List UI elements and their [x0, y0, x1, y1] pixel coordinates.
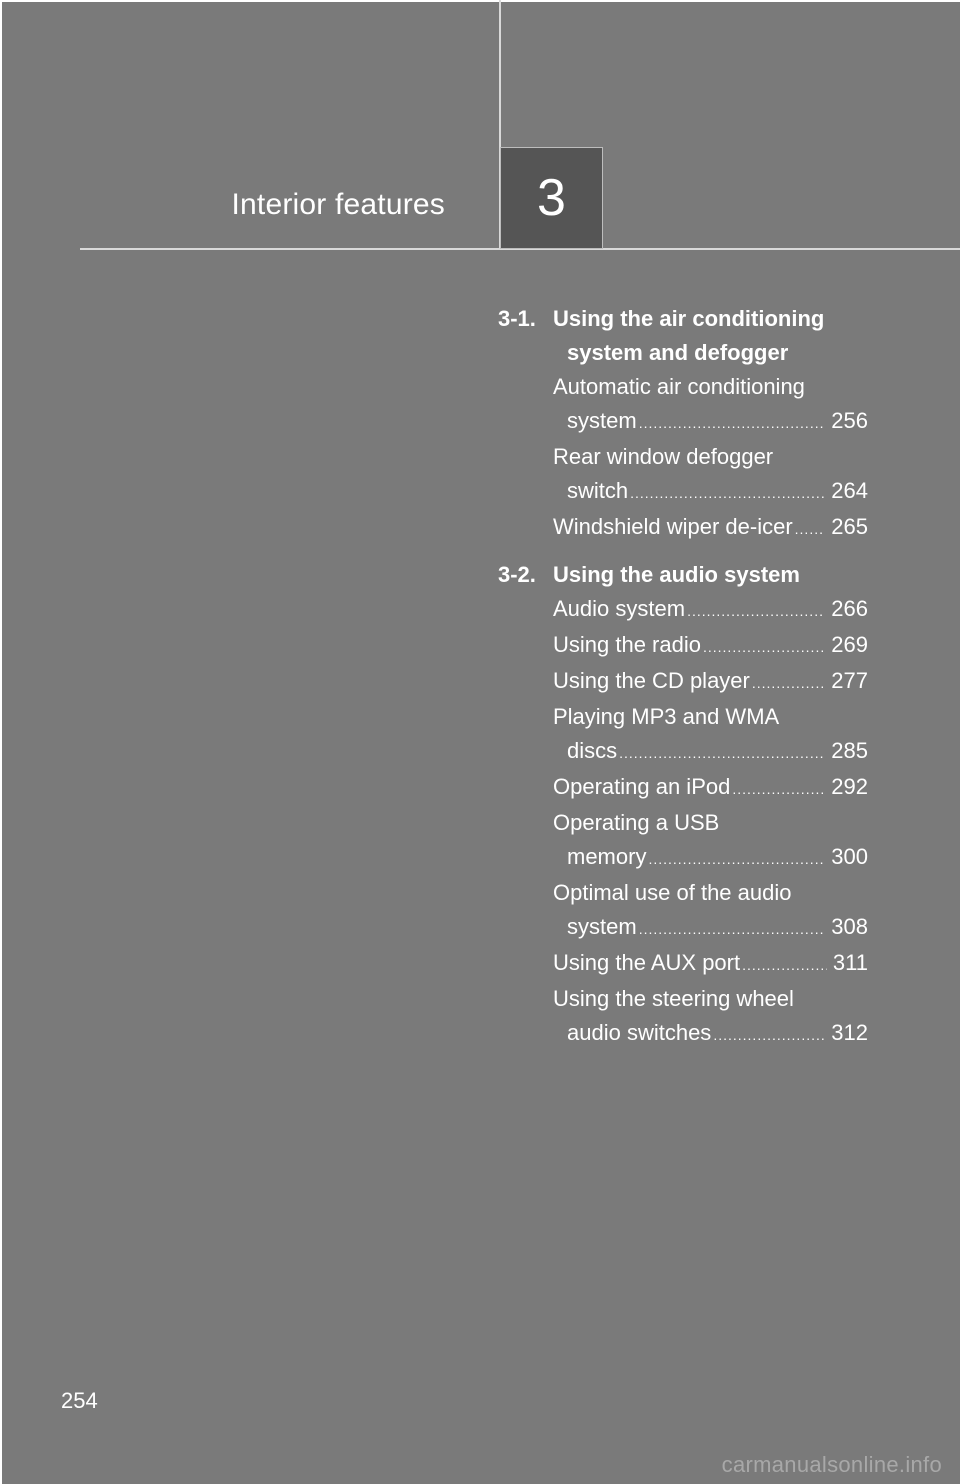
toc-entry-title: Rear window defogger [553, 444, 774, 469]
toc-section [498, 302, 868, 546]
section-title: Using the audio system [553, 562, 800, 587]
page-number: 254 [61, 1388, 98, 1413]
section-number: 3-1. [498, 306, 536, 331]
toc-entry-title: Automatic air conditioning [553, 374, 805, 399]
section-heading[interactable] [498, 558, 868, 592]
page-border-top [0, 0, 960, 2]
section-entries [498, 592, 868, 1052]
section-heading[interactable] [498, 302, 868, 370]
dot-leader [648, 842, 825, 876]
toc-entry-line[interactable] [553, 876, 868, 910]
dot-leader [732, 772, 825, 806]
toc-page-number: 264 [831, 478, 868, 503]
toc-entry-title-cont: switch [567, 478, 629, 503]
toc-page-number: 269 [831, 632, 868, 657]
toc-entry-title: Optimal use of the audio [553, 880, 792, 905]
toc-entry[interactable] [553, 946, 868, 982]
toc-entry[interactable] [553, 404, 868, 440]
toc-entry-title-cont: memory [567, 844, 647, 869]
toc-entry-line[interactable] [553, 440, 868, 474]
toc-entry-title: Operating an iPod [553, 774, 731, 799]
toc-entry-line[interactable] [553, 806, 868, 840]
toc-page-number: 308 [831, 914, 868, 939]
section-entries [498, 370, 868, 546]
toc-entry[interactable] [553, 474, 868, 510]
toc-entry[interactable] [553, 734, 868, 770]
toc-entry[interactable] [553, 1016, 868, 1052]
toc-entry[interactable] [553, 628, 868, 664]
toc-entry-title-cont: system [567, 408, 637, 433]
toc-page-number: 265 [831, 514, 868, 539]
toc-entry-title: Using the AUX port [553, 950, 741, 975]
toc-page-number: 277 [831, 668, 868, 693]
toc-entry-title: Windshield wiper de-icer [553, 514, 793, 539]
toc-page-number: 285 [831, 738, 868, 763]
toc-entry-title-cont: system [567, 914, 637, 939]
toc-entry-line[interactable] [553, 700, 868, 734]
dot-leader [687, 594, 825, 628]
toc-page-number: 266 [831, 596, 868, 621]
dot-leader [703, 630, 825, 664]
toc-entry-title: Operating a USB [553, 810, 720, 835]
chapter-number-box [500, 147, 603, 249]
toc-page-number: 292 [831, 774, 868, 799]
dot-leader [742, 948, 827, 982]
toc-entry[interactable] [553, 770, 868, 806]
chapter-number: 3 [537, 169, 566, 227]
toc-page-number: 256 [831, 408, 868, 433]
toc-entry[interactable] [553, 510, 868, 546]
toc-entry-title-cont: audio switches [567, 1020, 712, 1045]
dot-leader [630, 476, 825, 510]
dot-leader [752, 666, 825, 700]
toc-entry-title: Using the steering wheel [553, 986, 794, 1011]
toc-section [498, 558, 868, 1052]
toc-entry-line[interactable] [553, 370, 868, 404]
toc-entry-title: Playing MP3 and WMA [553, 704, 780, 729]
toc-entry-title: Audio system [553, 596, 686, 621]
toc-entry-title-cont: discs [567, 738, 618, 763]
toc-entry-title: Using the radio [553, 632, 701, 657]
toc-page-number: 300 [831, 844, 868, 869]
dot-leader [713, 1018, 825, 1052]
toc-entry[interactable] [553, 664, 868, 700]
toc-entry-title: Using the CD player [553, 668, 750, 693]
watermark: carmanualsonline.info [721, 1452, 942, 1477]
toc-page-number: 311 [832, 950, 868, 975]
dot-leader [795, 512, 826, 546]
toc-entry-line[interactable] [553, 982, 868, 1016]
toc-page-number: 312 [831, 1020, 868, 1045]
dot-leader [639, 406, 826, 440]
dot-leader [639, 912, 826, 946]
toc-entry[interactable] [553, 910, 868, 946]
table-of-contents [498, 302, 868, 1064]
dot-leader [619, 736, 825, 770]
chapter-title: Interior features [231, 188, 445, 221]
toc-entry[interactable] [553, 840, 868, 876]
page-border-left [0, 0, 2, 1484]
section-title: Using the air conditioning system and defogger [553, 306, 825, 365]
section-number: 3-2. [498, 562, 536, 587]
toc-entry[interactable] [553, 592, 868, 628]
